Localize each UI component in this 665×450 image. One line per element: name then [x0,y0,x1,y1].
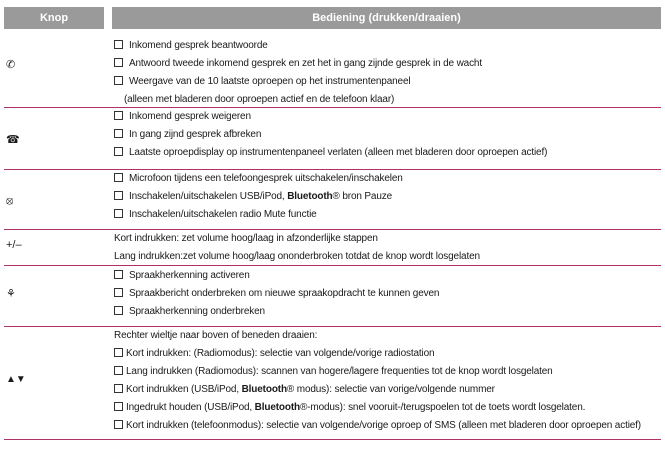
line-text: Kort indrukken: zet volume hoog/laag in afzonderlijke stappen [114,233,378,244]
line-text: ® bron Pauze [332,191,392,202]
line-text: Ingedrukt houden (USB/iPod, [126,402,255,413]
voice-recognition-icon: ⚘ [6,288,16,300]
volume-icon: +/– [6,239,22,251]
list-item [114,39,268,53]
line-text: Spraakherkenning activeren [129,270,250,281]
list-item [114,305,265,319]
line-text: Inschakelen/uitschakelen USB/iPod, [129,191,288,202]
checkbox-bullet-icon [114,384,123,393]
checkbox-bullet-icon [114,420,123,429]
table-row [4,326,661,440]
line-text: Spraakbericht onderbreken om nieuwe spraakopdracht te kunnen geven [129,288,440,299]
table-row [4,36,661,108]
checkbox-bullet-icon [114,58,123,67]
list-item [114,57,482,71]
bluetooth-brand-text: Bluetooth [254,402,300,413]
list-item [114,347,434,361]
checkbox-bullet-icon [114,111,123,120]
checkbox-bullet-icon [114,270,123,279]
checkbox-bullet-icon [114,129,123,138]
checkbox-bullet-icon [114,40,123,49]
line-text: (alleen met bladeren door oproepen actief en de telefoon klaar) [124,94,395,105]
list-item [114,146,547,160]
line-text: In gang zijnd gesprek afbreken [129,129,262,140]
list-item [114,365,553,379]
checkbox-bullet-icon [114,191,123,200]
line-text: Inkomend gesprek weigeren [129,111,251,122]
list-item [114,190,392,204]
header-bediening: Bediening (drukken/draaien) [112,7,661,29]
checkbox-bullet-icon [114,402,123,411]
line-text: Laatste oproepdisplay op instrumentenpaneel verlaten (alleen met bladeren door oproepen actief) [129,147,548,158]
table-row [4,107,661,170]
up-down-arrows-icon: ▲▼ [6,374,26,385]
line-text: Rechter wieltje naar boven of beneden draaien: [114,330,318,341]
list-item [114,93,394,107]
line-text: ®-modus): snel vooruit-/terugspoelen tot de toets wordt losgelaten. [299,402,586,413]
list-item [114,250,480,264]
checkbox-bullet-icon [114,76,123,85]
checkbox-bullet-icon [114,348,123,357]
table-row [4,265,661,327]
checkbox-bullet-icon [114,306,123,315]
phone-answer-icon: ✆ [6,59,16,71]
list-item [114,287,439,301]
list-item [114,75,410,89]
header-knop: Knop [4,7,104,29]
list-item [114,419,641,433]
line-text: ® modus): selectie van vorige/volgende nummer [286,384,495,395]
checkbox-bullet-icon [114,147,123,156]
list-item [114,383,495,397]
line-text: Inschakelen/uitschakelen radio Mute functie [129,209,317,220]
line-text: Microfoon tijdens een telefoongesprek uitschakelen/inschakelen [129,173,403,184]
list-item [114,401,585,415]
list-item [114,269,250,283]
bluetooth-brand-text: Bluetooth [287,191,333,202]
phone-hangup-icon: ☎ [6,134,20,146]
list-item [114,232,378,246]
table-row [4,229,661,266]
list-item [114,329,317,343]
list-item [114,208,317,222]
line-text: Kort indrukken: (Radiomodus): selectie van volgende/vorige radiostation [126,348,435,359]
checkbox-bullet-icon [114,209,123,218]
list-item [114,172,403,186]
line-text: Kort indrukken (telefoonmodus): selectie van volgende/vorige oproep of SMS (alleen met bladeren door oproepen actief) [126,420,641,431]
list-item [114,110,251,124]
line-text: Weergave van de 10 laatste oproepen op het instrumentenpaneel [129,76,411,87]
checkbox-bullet-icon [114,366,123,375]
checkbox-bullet-icon [114,173,123,182]
line-text: Spraakherkenning onderbreken [129,306,265,317]
list-item [114,128,261,142]
line-text: Lang indrukken:zet volume hoog/laag ononderbroken totdat de knop wordt losgelaten [114,251,480,262]
mute-icon: ⦻ [6,195,14,207]
bluetooth-brand-text: Bluetooth [241,384,287,395]
line-text: Lang indrukken (Radiomodus): scannen van hogere/lagere frequenties tot de knop wordt losgelaten [126,366,553,377]
line-text: Inkomend gesprek beantwoorde [129,40,268,51]
line-text: Kort indrukken (USB/iPod, [126,384,242,395]
table-row [4,169,661,230]
checkbox-bullet-icon [114,288,123,297]
line-text: Antwoord tweede inkomend gesprek en zet het in gang zijnde gesprek in de wacht [129,58,482,69]
